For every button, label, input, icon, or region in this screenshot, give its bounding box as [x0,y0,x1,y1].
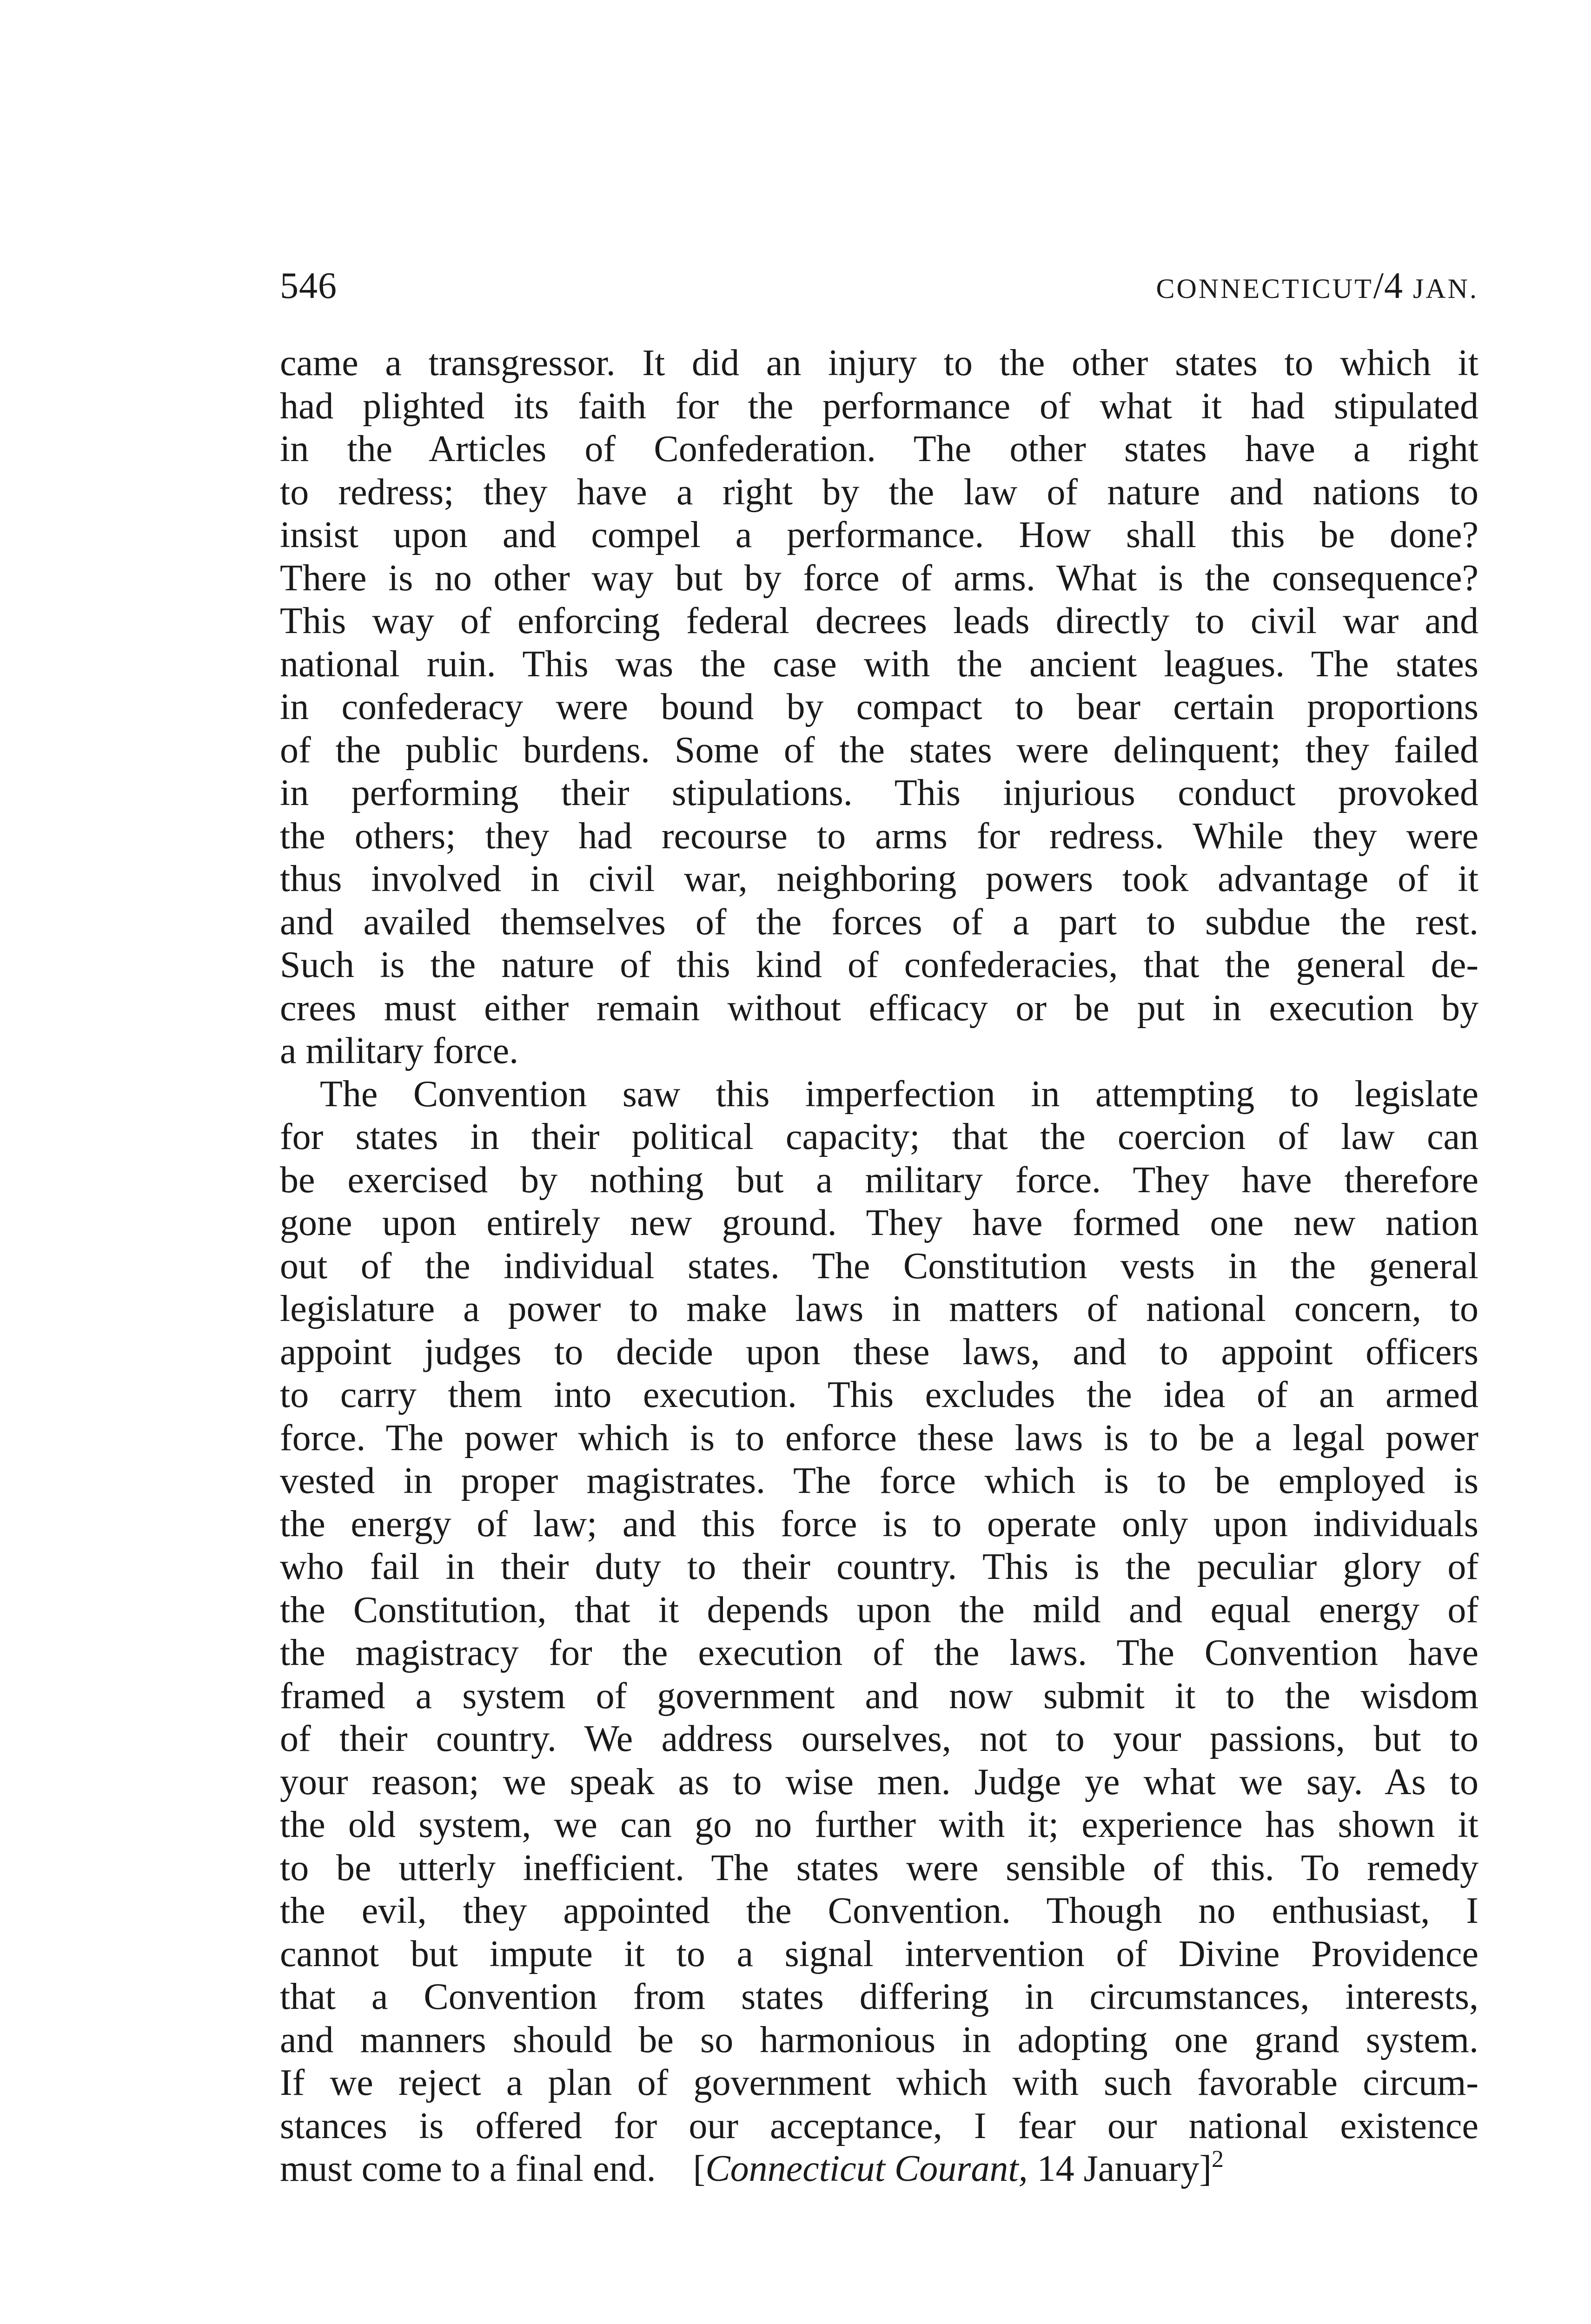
text-line: the evil, they appointed the Convention. Though no enthusiast, I [280,1890,1478,1931]
text-line: thus involved in civil war, neighboring powers took advantage of it [280,858,1478,899]
text-line: in performing their stipulations. This injurious conduct provoked [280,772,1478,813]
running-title-day: 4 [1384,265,1403,306]
text-line: and availed themselves of the forces of a part to subdue the rest. [280,901,1478,943]
text-line: the others; they had recourse to arms for redress. While they were [280,815,1478,857]
footnote-ref: 2 [1212,2146,1224,2172]
text-line: appoint judges to decide upon these laws, and to appoint officers [280,1331,1478,1373]
text-line: cannot but impute it to a signal intervention of Divine Providence [280,1933,1478,1974]
citation-line [280,2147,1478,2191]
text-line: national ruin. This was the case with the ancient leagues. The states [280,643,1478,685]
text-line: the old system, we can go no further with it; experience has shown it [280,1804,1478,1845]
text-line: be exercised by nothing but a military force. They have therefore [280,1159,1478,1201]
text-line: in confederacy were bound by compact to bear certain proportions [280,687,1478,727]
text-line: If we reject a plan of government which with such favorable circum- [280,2062,1478,2103]
text-line: legislature a power to make laws in matters of national concern, to [280,1288,1478,1329]
text-line: Such is the nature of this kind of confederacies, that the general de- [280,944,1478,985]
running-title-separator: / [1373,265,1384,306]
text-line: The Convention saw this imperfection in attempting to legislate [320,1073,1478,1115]
text-line: and manners should be so harmonious in adopting one grand system. [280,2019,1478,2060]
text-line: of their country. We address ourselves, not to your passions, but to [280,1718,1478,1759]
text-line: insist upon and compel a performance. How shall this be done? [280,515,1478,555]
text-line: gone upon entirely new ground. They have formed one new nation [280,1202,1478,1243]
text-line: that a Convention from states differing in circumstances, interests, [280,1976,1478,2017]
paragraph-2 [280,1073,1478,2191]
text-line: came a transgressor. It did an injury to the other states to which it [280,343,1478,383]
text-line: in the Articles of Confederation. The other states have a right [280,429,1478,469]
text-line: framed a system of government and now submit it to the wisdom [280,1675,1478,1717]
text-line: vested in proper magistrates. The force which is to be employed is [280,1460,1478,1501]
body-text [280,342,1478,2191]
final-line-text: must come to a final end. [280,2148,656,2189]
text-line: the energy of law; and this force is to operate only upon individuals [280,1503,1478,1545]
running-title [1156,260,1478,314]
paragraph-1 [280,342,1478,1073]
citation-source: Connecticut Courant, [705,2148,1028,2189]
text-line: had plighted its faith for the performance of what it had stipulated [280,385,1478,427]
text-line: There is no other way but by force of arms. What is the consequence? [280,557,1478,599]
citation-close-bracket: ] [1199,2148,1212,2189]
text-line: to carry them into execution. This excludes the idea of an armed [280,1374,1478,1415]
text-line: your reason; we speak as to wise men. Judge ye what we say. As to [280,1761,1478,1802]
page-number: 546 [280,265,337,306]
text-line: for states in their political capacity; that the coercion of law can [280,1116,1478,1157]
citation-open-bracket: [ [693,2148,706,2189]
text-line: of the public burdens. Some of the states were delinquent; they failed [280,729,1478,771]
running-title-main: CONNECTICUT [1156,273,1373,304]
text-line: the Constitution, that it depends upon the mild and equal energy of [280,1589,1478,1631]
text-line: the magistracy for the execution of the laws. The Convention have [280,1632,1478,1673]
running-head [280,260,1478,311]
text-line: stances is offered for our acceptance, I fear our national existence [280,2105,1478,2146]
citation-date: 14 January [1037,2148,1200,2189]
text-line: force. The power which is to enforce these laws is to be a legal power [280,1417,1478,1459]
text-line: crees must either remain without efficacy or be put in execution by [280,987,1478,1029]
text-line: who fail in their duty to their country. This is the peculiar glory of [280,1546,1478,1587]
text-line: This way of enforcing federal decrees leads directly to civil war and [280,601,1478,641]
text-line: a military force. [280,1030,519,1071]
text-line: out of the individual states. The Constitution vests in the general [280,1245,1478,1287]
text-line: to redress; they have a right by the law of nature and nations to [280,471,1478,513]
text-line: to be utterly inefficient. The states were sensible of this. To remedy [280,1847,1478,1888]
running-title-month: JAN. [1412,273,1478,304]
